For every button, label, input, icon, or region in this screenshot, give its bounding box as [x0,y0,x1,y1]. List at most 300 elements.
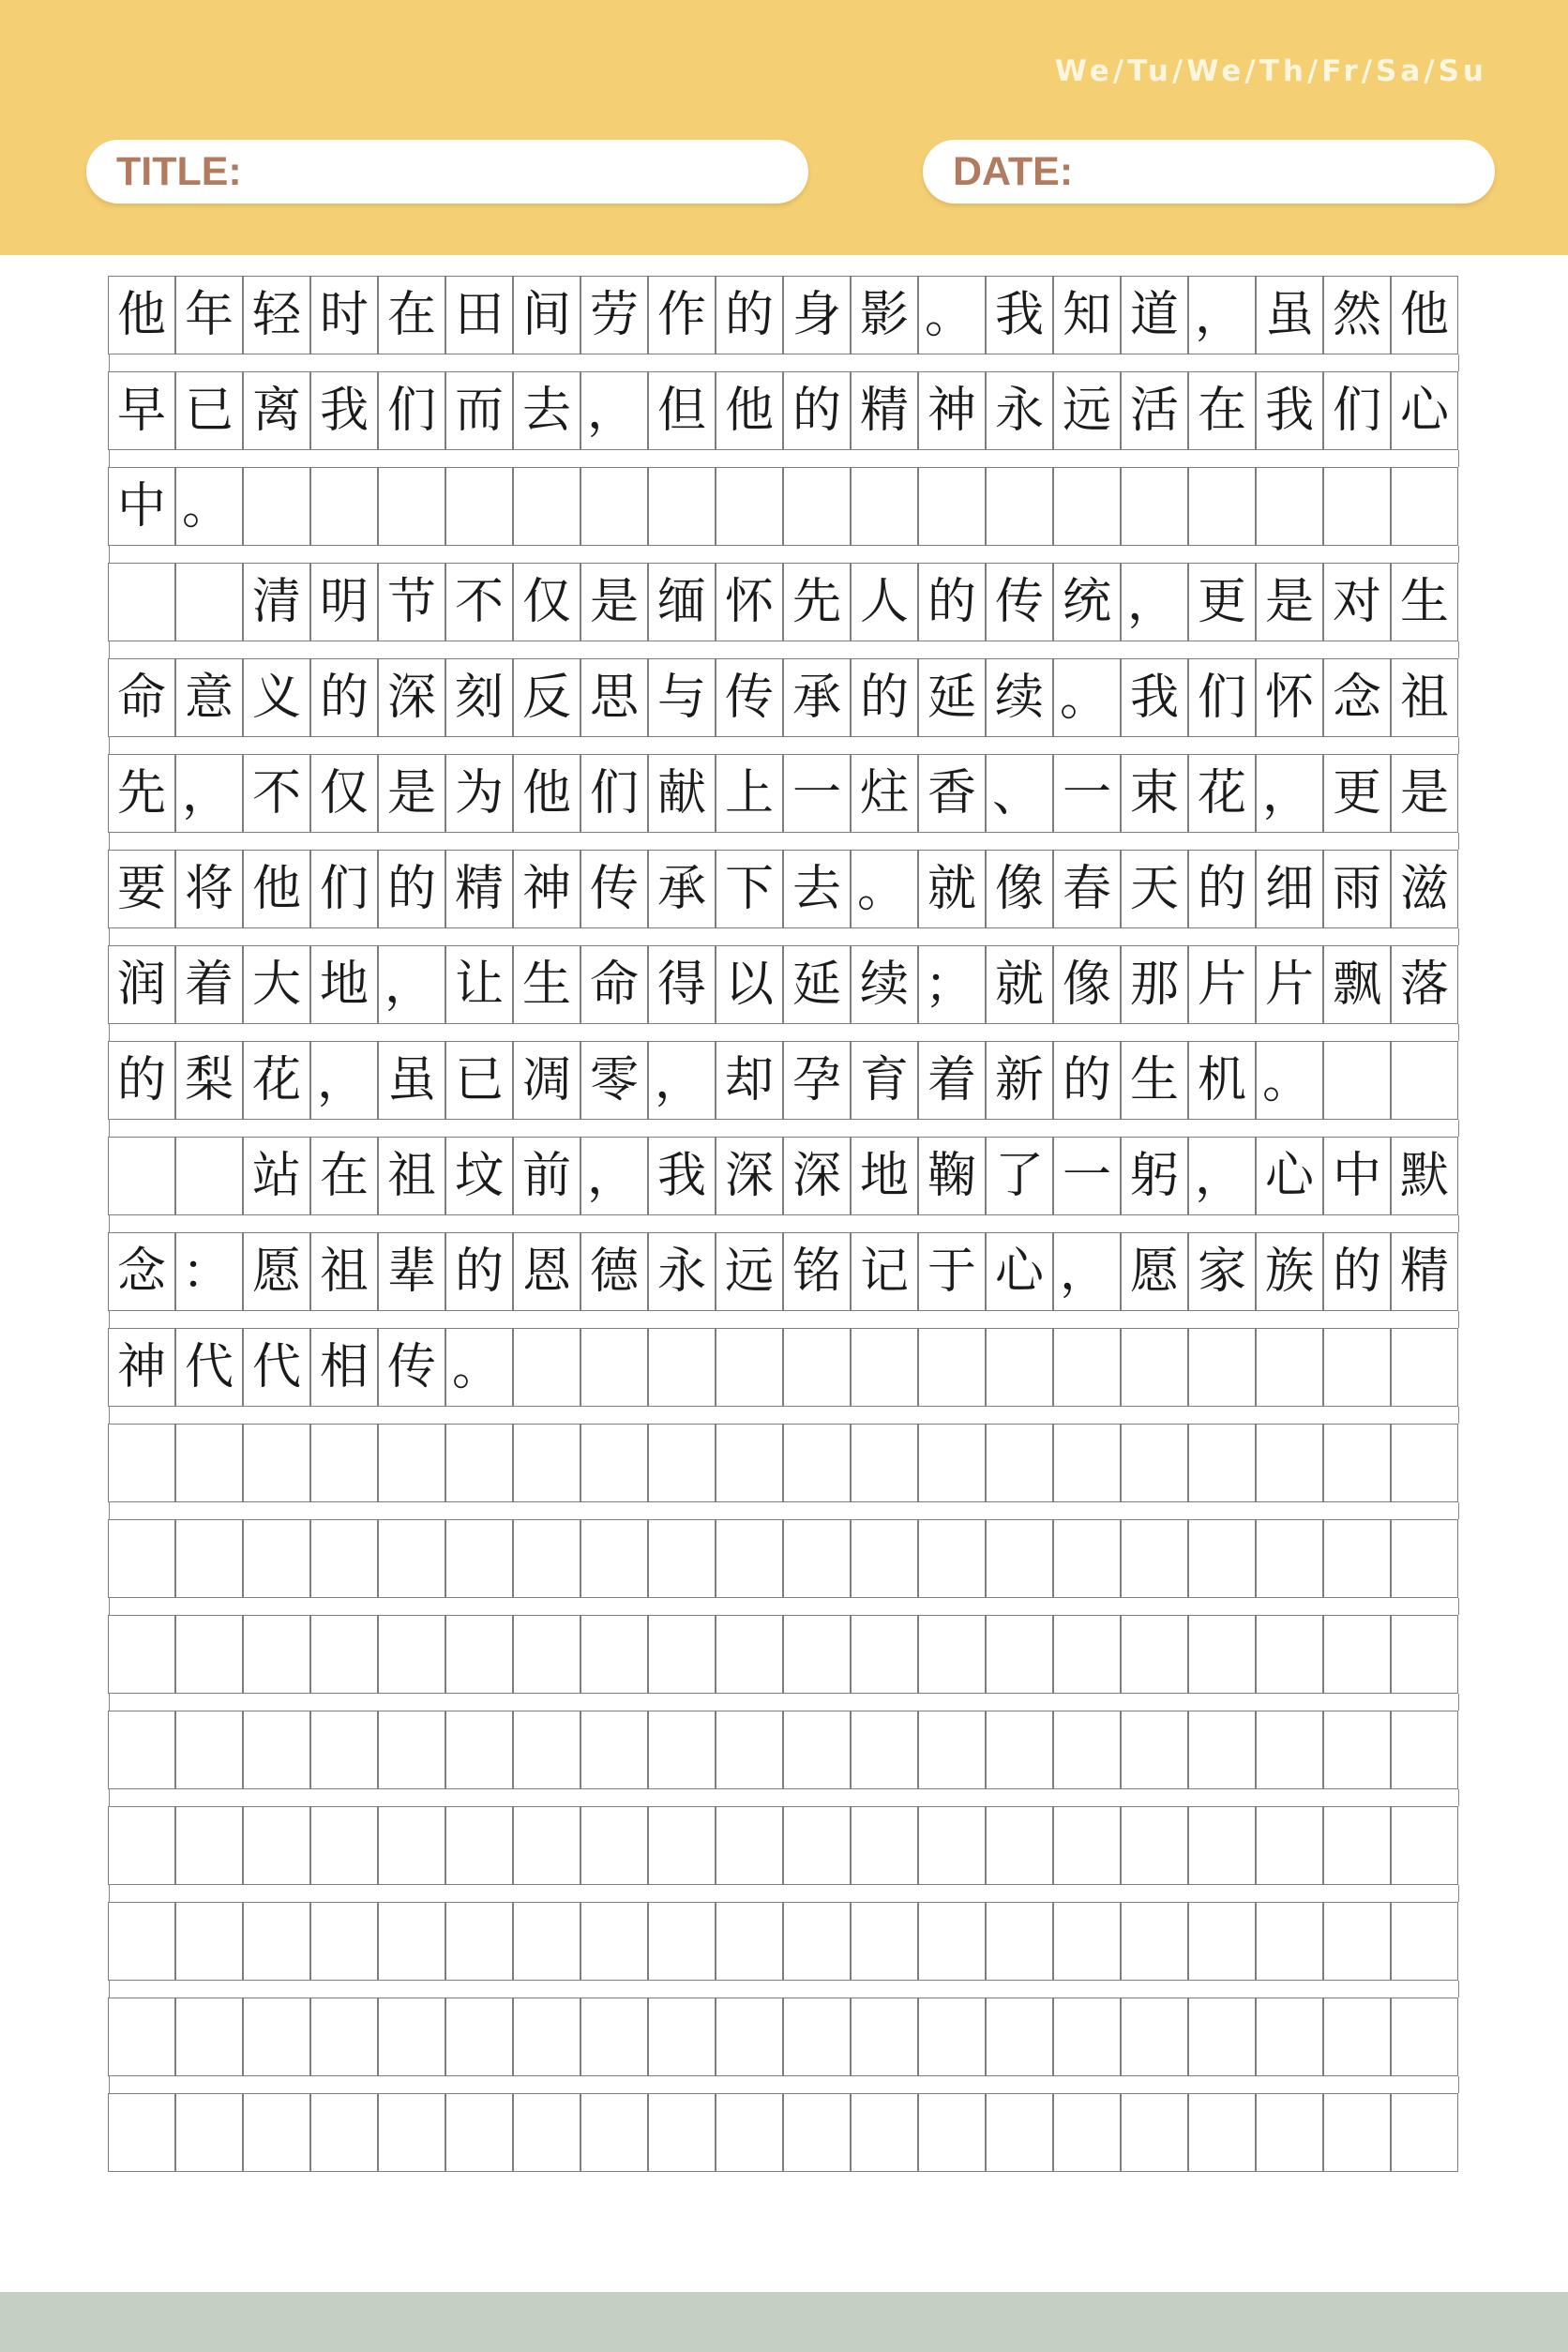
grid-cell [1391,1041,1458,1120]
grid-cell: 。 [851,850,918,928]
grid-cell: 续 [986,658,1053,737]
grid-cell: 地 [851,1137,918,1215]
grid-row-gap [109,833,1459,850]
grid-cell: 片 [1256,945,1323,1024]
grid-cell [378,1998,445,2076]
grid-cell [1053,2093,1121,2172]
grid-cell: 相 [310,1328,378,1407]
grid-cell: 在 [378,276,445,354]
grid-cell: 。 [918,276,986,354]
grid-cell [378,1711,445,1789]
grid-cell: 辈 [378,1232,445,1311]
grid-cell: 们 [1188,658,1256,737]
grid-cell [1256,2093,1323,2172]
grid-cell [648,1806,716,1885]
grid-cell: 更 [1323,754,1391,833]
grid-cell [783,1424,851,1502]
grid-cell: 下 [716,850,783,928]
grid-cell [310,2093,378,2172]
grid-cell [513,1711,580,1789]
grid-cell: 却 [716,1041,783,1120]
grid-cell [648,1424,716,1502]
grid-cell [918,1519,986,1598]
grid-cell [175,1615,243,1694]
grid-cell [513,1615,580,1694]
grid-cell: 细 [1256,850,1323,928]
grid-cell [175,1711,243,1789]
grid-cell: 润 [108,945,175,1024]
grid-cell: 中 [1323,1137,1391,1215]
grid-cell: 影 [851,276,918,354]
grid-cell [445,1806,513,1885]
grid-row [109,1424,1459,1502]
grid-row [109,1711,1459,1789]
grid-cell: 承 [648,850,716,928]
grid-cell [1391,1711,1458,1789]
grid-row [109,1902,1459,1981]
grid-cell [1188,2093,1256,2172]
grid-cell [648,1519,716,1598]
grid-cell [986,1998,1053,2076]
grid-cell [851,1902,918,1981]
grid-cell: 的 [378,850,445,928]
grid-cell: 已 [175,371,243,450]
grid-row-gap [109,1311,1459,1328]
grid-cell: 默 [1391,1137,1458,1215]
grid-cell: 道 [1121,276,1188,354]
grid-cell [1323,2093,1391,2172]
grid-cell: 承 [783,658,851,737]
grid-cell [716,1615,783,1694]
date-field[interactable] [923,140,1495,204]
grid-cell: 传 [716,658,783,737]
grid-cell [851,2093,918,2172]
grid-cell: 怀 [716,563,783,641]
grid-cell: 他 [716,371,783,450]
grid-cell [513,2093,580,2172]
grid-cell: 是 [378,754,445,833]
grid-cell [1121,1806,1188,1885]
grid-cell: 了 [986,1137,1053,1215]
grid-cell: 反 [513,658,580,737]
grid-cell [716,1519,783,1598]
grid-cell [783,1998,851,2076]
grid-cell: 清 [243,563,310,641]
grid-cell: 束 [1121,754,1188,833]
grid-cell [783,2093,851,2172]
grid-cell: 的 [1323,1232,1391,1311]
grid-cell: 意 [175,658,243,737]
grid-cell [648,1328,716,1407]
grid-row [109,1519,1459,1598]
grid-cell: 远 [1053,371,1121,450]
grid-cell [851,1998,918,2076]
grid-row-gap [109,641,1459,658]
grid-cell [310,1424,378,1502]
grid-cell: 天 [1121,850,1188,928]
grid-cell: 零 [580,1041,648,1120]
grid-cell: 族 [1256,1232,1323,1311]
grid-cell: 生 [513,945,580,1024]
grid-cell: 深 [783,1137,851,1215]
grid-cell [243,1615,310,1694]
grid-cell: 先 [783,563,851,641]
grid-cell: 仅 [310,754,378,833]
grid-row-gap [109,450,1459,467]
grid-cell: 统 [1053,563,1121,641]
grid-cell: 香 [918,754,986,833]
grid-cell [851,1711,918,1789]
grid-cell: 机 [1188,1041,1256,1120]
grid-cell: 记 [851,1232,918,1311]
grid-cell [783,1806,851,1885]
grid-cell: 他 [243,850,310,928]
grid-cell [1391,1902,1458,1981]
grid-cell [580,1998,648,2076]
grid-cell: 祖 [310,1232,378,1311]
grid-cell: 轻 [243,276,310,354]
grid-cell: 思 [580,658,648,737]
grid-cell [1323,1041,1391,1120]
grid-cell [716,1711,783,1789]
grid-cell [310,1519,378,1598]
grid-cell: 深 [716,1137,783,1215]
grid-cell [1391,1328,1458,1407]
grid-cell: 间 [513,276,580,354]
grid-cell: 。 [1256,1041,1323,1120]
grid-cell [918,2093,986,2172]
header-banner [0,0,1568,255]
grid-cell [716,467,783,546]
grid-cell [445,1998,513,2076]
grid-cell: 传 [580,850,648,928]
grid-row-gap [109,1789,1459,1806]
grid-cell [175,1519,243,1598]
grid-cell: 孕 [783,1041,851,1120]
grid-cell [1391,2093,1458,2172]
grid-cell [1323,1998,1391,2076]
grid-cell: 铭 [783,1232,851,1311]
grid-cell [648,467,716,546]
grid-cell [986,2093,1053,2172]
grid-cell: 。 [175,467,243,546]
grid-cell: 而 [445,371,513,450]
grid-cell: 传 [378,1328,445,1407]
grid-row-gap [109,354,1459,371]
grid-cell [648,1998,716,2076]
grid-cell [175,1998,243,2076]
grid-cell [986,1711,1053,1789]
grid-cell [1188,467,1256,546]
grid-cell [1323,1615,1391,1694]
grid-row [109,371,1459,450]
grid-cell [243,1711,310,1789]
grid-cell: 家 [1188,1232,1256,1311]
grid-cell: 花 [243,1041,310,1120]
grid-cell [445,2093,513,2172]
grid-cell [378,1902,445,1981]
grid-cell: 在 [1188,371,1256,450]
grid-cell [1053,1998,1121,2076]
grid-cell: 将 [175,850,243,928]
grid-cell [378,1806,445,1885]
grid-cell: 年 [175,276,243,354]
grid-cell [1121,1424,1188,1502]
grid-row-gap [109,1215,1459,1232]
grid-cell [1053,1519,1121,1598]
grid-cell: ， [378,945,445,1024]
grid-cell: 他 [108,276,175,354]
grid-cell [851,1328,918,1407]
grid-cell: 就 [986,945,1053,1024]
grid-cell: 节 [378,563,445,641]
grid-cell [1188,1615,1256,1694]
grid-cell [1188,1711,1256,1789]
grid-cell: 的 [310,658,378,737]
grid-cell [716,1328,783,1407]
grid-cell: 去 [783,850,851,928]
grid-cell [1256,1902,1323,1981]
grid-cell: 们 [310,850,378,928]
grid-cell: ， [580,1137,648,1215]
grid-cell [648,2093,716,2172]
grid-cell: 的 [1053,1041,1121,1120]
grid-cell: 离 [243,371,310,450]
grid-cell [580,2093,648,2172]
grid-cell [1323,1519,1391,1598]
grid-cell: 坟 [445,1137,513,1215]
grid-cell [1053,1328,1121,1407]
grid-cell: 身 [783,276,851,354]
grid-cell [986,1615,1053,1694]
grid-cell [243,1998,310,2076]
grid-cell: ， [310,1041,378,1120]
grid-cell: 但 [648,371,716,450]
grid-cell: 延 [918,658,986,737]
grid-cell: 。 [445,1328,513,1407]
grid-cell: 不 [243,754,310,833]
grid-cell [986,467,1053,546]
grid-cell: ， [1053,1232,1121,1311]
grid-row-gap [109,1598,1459,1615]
grid-cell [175,563,243,641]
grid-row-gap [109,2076,1459,2093]
grid-cell [513,1806,580,1885]
grid-cell: 在 [310,1137,378,1215]
grid-cell: 前 [513,1137,580,1215]
grid-cell: 梨 [175,1041,243,1120]
grid-cell: 神 [918,371,986,450]
grid-cell [1323,1902,1391,1981]
grid-cell: 春 [1053,850,1121,928]
grid-cell [851,1519,918,1598]
grid-cell: 已 [445,1041,513,1120]
grid-cell: 我 [648,1137,716,1215]
grid-cell: 田 [445,276,513,354]
grid-cell [1121,1519,1188,1598]
grid-cell: ， [1256,754,1323,833]
grid-cell [580,1806,648,1885]
grid-row-gap [109,928,1459,945]
grid-cell [1323,1328,1391,1407]
grid-cell [310,1806,378,1885]
grid-cell: 我 [1256,371,1323,450]
grid-cell [445,1424,513,1502]
grid-cell [783,1519,851,1598]
grid-cell [648,1711,716,1789]
grid-cell: 们 [1323,371,1391,450]
grid-cell: 的 [1188,850,1256,928]
grid-cell: 们 [378,371,445,450]
grid-cell [175,1424,243,1502]
grid-cell [851,1806,918,1885]
grid-cell [175,1806,243,1885]
grid-cell: 雨 [1323,850,1391,928]
footer-strip [0,2292,1568,2352]
grid-cell: 代 [175,1328,243,1407]
grid-cell [580,1328,648,1407]
grid-cell: 精 [851,371,918,450]
grid-cell: 心 [1391,371,1458,450]
grid-cell [1188,1424,1256,1502]
grid-cell: 早 [108,371,175,450]
grid-row [109,1998,1459,2076]
grid-cell [918,1615,986,1694]
grid-cell: ； [918,945,986,1024]
grid-row [109,563,1459,641]
grid-cell [716,1806,783,1885]
grid-cell: ： [175,1232,243,1311]
grid-cell: ， [580,371,648,450]
grid-cell [918,1902,986,1981]
grid-cell: 得 [648,945,716,1024]
grid-cell [243,1424,310,1502]
grid-cell: 深 [378,658,445,737]
grid-cell [108,1424,175,1502]
grid-cell: 着 [918,1041,986,1120]
grid-cell [1256,1615,1323,1694]
grid-cell [175,1137,243,1215]
grid-cell [1188,1806,1256,1885]
grid-cell [851,1615,918,1694]
grid-cell [108,1615,175,1694]
grid-cell: 他 [1391,276,1458,354]
grid-cell [1121,1998,1188,2076]
grid-cell: 我 [310,371,378,450]
grid-cell [108,563,175,641]
grid-cell [310,1711,378,1789]
grid-cell: 更 [1188,563,1256,641]
grid-cell: 愿 [1121,1232,1188,1311]
grid-cell: 站 [243,1137,310,1215]
grid-cell: 的 [851,658,918,737]
grid-cell [243,1902,310,1981]
grid-cell: 生 [1121,1041,1188,1120]
grid-cell [1121,1615,1188,1694]
grid-cell: 仅 [513,563,580,641]
grid-cell [310,1902,378,1981]
grid-cell [986,1424,1053,1502]
grid-cell [851,1424,918,1502]
grid-cell [1256,1998,1323,2076]
grid-cell: 的 [716,276,783,354]
grid-cell [648,1902,716,1981]
grid-cell [445,1902,513,1981]
grid-row [109,658,1459,737]
grid-cell [1188,1328,1256,1407]
grid-row-gap [109,1407,1459,1424]
grid-row [109,945,1459,1024]
grid-cell [1256,1711,1323,1789]
grid-cell: 像 [986,850,1053,928]
grid-cell [175,2093,243,2172]
grid-cell: 们 [580,754,648,833]
grid-cell: 对 [1323,563,1391,641]
grid-cell: 他 [513,754,580,833]
grid-row-gap [109,1502,1459,1519]
grid-cell [1053,467,1121,546]
grid-cell: 先 [108,754,175,833]
grid-row-gap [109,737,1459,754]
grid-cell [1391,1998,1458,2076]
grid-row-gap [109,1981,1459,1998]
grid-cell: 明 [310,563,378,641]
grid-cell: 虽 [1256,276,1323,354]
grid-cell [918,1998,986,2076]
grid-cell: 劳 [580,276,648,354]
grid-cell: 生 [1391,563,1458,641]
title-field[interactable] [86,140,808,204]
grid-cell [918,1328,986,1407]
grid-cell [1256,467,1323,546]
grid-row [109,1615,1459,1694]
grid-cell: 要 [108,850,175,928]
grid-cell [108,1806,175,1885]
grid-cell: 念 [1323,658,1391,737]
grid-cell [108,1998,175,2076]
grid-cell [243,1519,310,1598]
grid-cell [445,1519,513,1598]
grid-cell: 神 [513,850,580,928]
grid-cell: 知 [1053,276,1121,354]
grid-cell [783,1615,851,1694]
grid-cell: 是 [1256,563,1323,641]
grid-cell [986,1902,1053,1981]
grid-cell [716,1998,783,2076]
grid-cell [580,467,648,546]
grid-cell: 飘 [1323,945,1391,1024]
grid-cell [783,1328,851,1407]
grid-cell: 不 [445,563,513,641]
grid-cell: 的 [108,1041,175,1120]
grid-cell: 去 [513,371,580,450]
grid-cell [108,1711,175,1789]
weekday-selector[interactable]: We/Tu/We/Th/Fr/Sa/Su [1054,54,1487,88]
grid-cell: 大 [243,945,310,1024]
grid-cell: 一 [1053,754,1121,833]
grid-cell: 传 [986,563,1053,641]
grid-cell [783,467,851,546]
grid-cell [580,1902,648,1981]
grid-cell [310,1998,378,2076]
grid-cell: 永 [648,1232,716,1311]
grid-cell [243,467,310,546]
grid-row [109,1328,1459,1407]
grid-row-gap [109,546,1459,563]
grid-cell: 精 [445,850,513,928]
grid-cell: 是 [580,563,648,641]
grid-cell: 我 [986,276,1053,354]
